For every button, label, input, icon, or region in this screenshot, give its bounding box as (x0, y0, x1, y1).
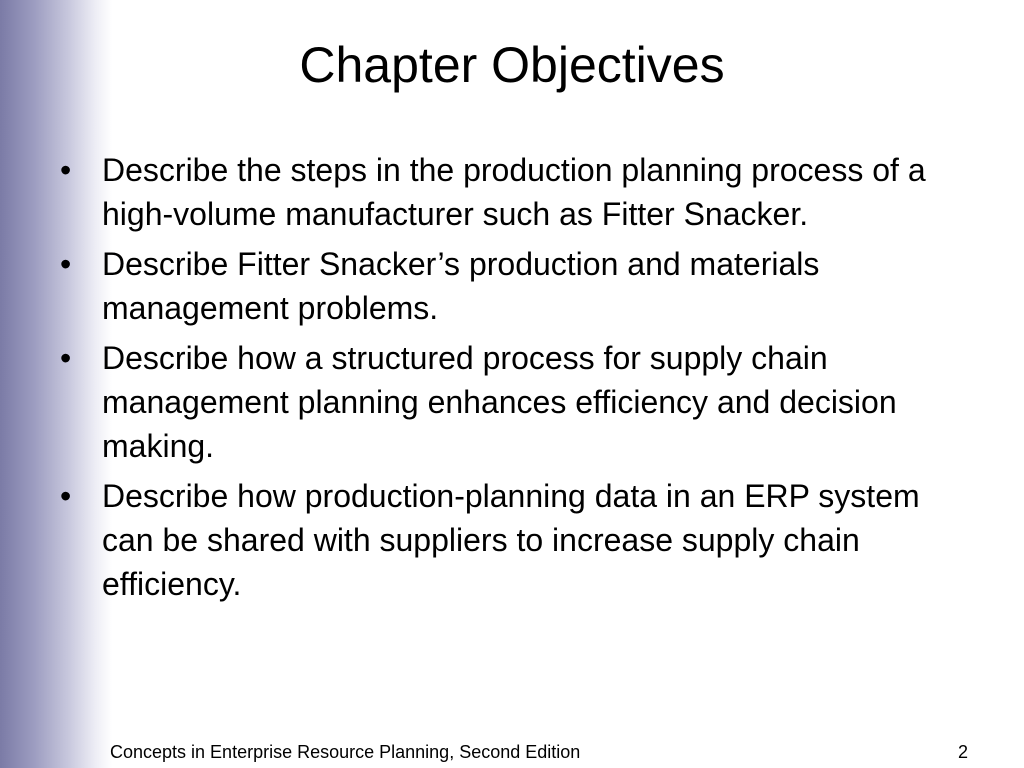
list-item (60, 474, 960, 606)
bullet-text: Describe the steps in the production planning process of a high-volume manufacturer such as Fitter Snacker. (102, 152, 926, 232)
objectives-list (60, 148, 960, 612)
bullet-icon: • (60, 246, 72, 282)
list-item (60, 336, 960, 468)
list-item (60, 242, 960, 330)
list-item (60, 148, 960, 236)
bullet-icon: • (60, 152, 72, 188)
footer-text: Concepts in Enterprise Resource Planning, Second Edition (110, 742, 581, 762)
bullet-text: Describe how production-planning data in an ERP system can be shared with suppliers to increase supply chain efficiency. (102, 478, 920, 602)
bullet-icon: • (60, 340, 72, 376)
slide-title: Chapter Objectives (299, 37, 725, 93)
bullet-text: Describe Fitter Snacker’s production and materials management problems. (102, 246, 820, 326)
bullet-text: Describe how a structured process for supply chain management planning enhances efficiency and decision making. (102, 340, 897, 464)
bullet-icon: • (60, 478, 72, 514)
page-number: 2 (957, 742, 968, 762)
